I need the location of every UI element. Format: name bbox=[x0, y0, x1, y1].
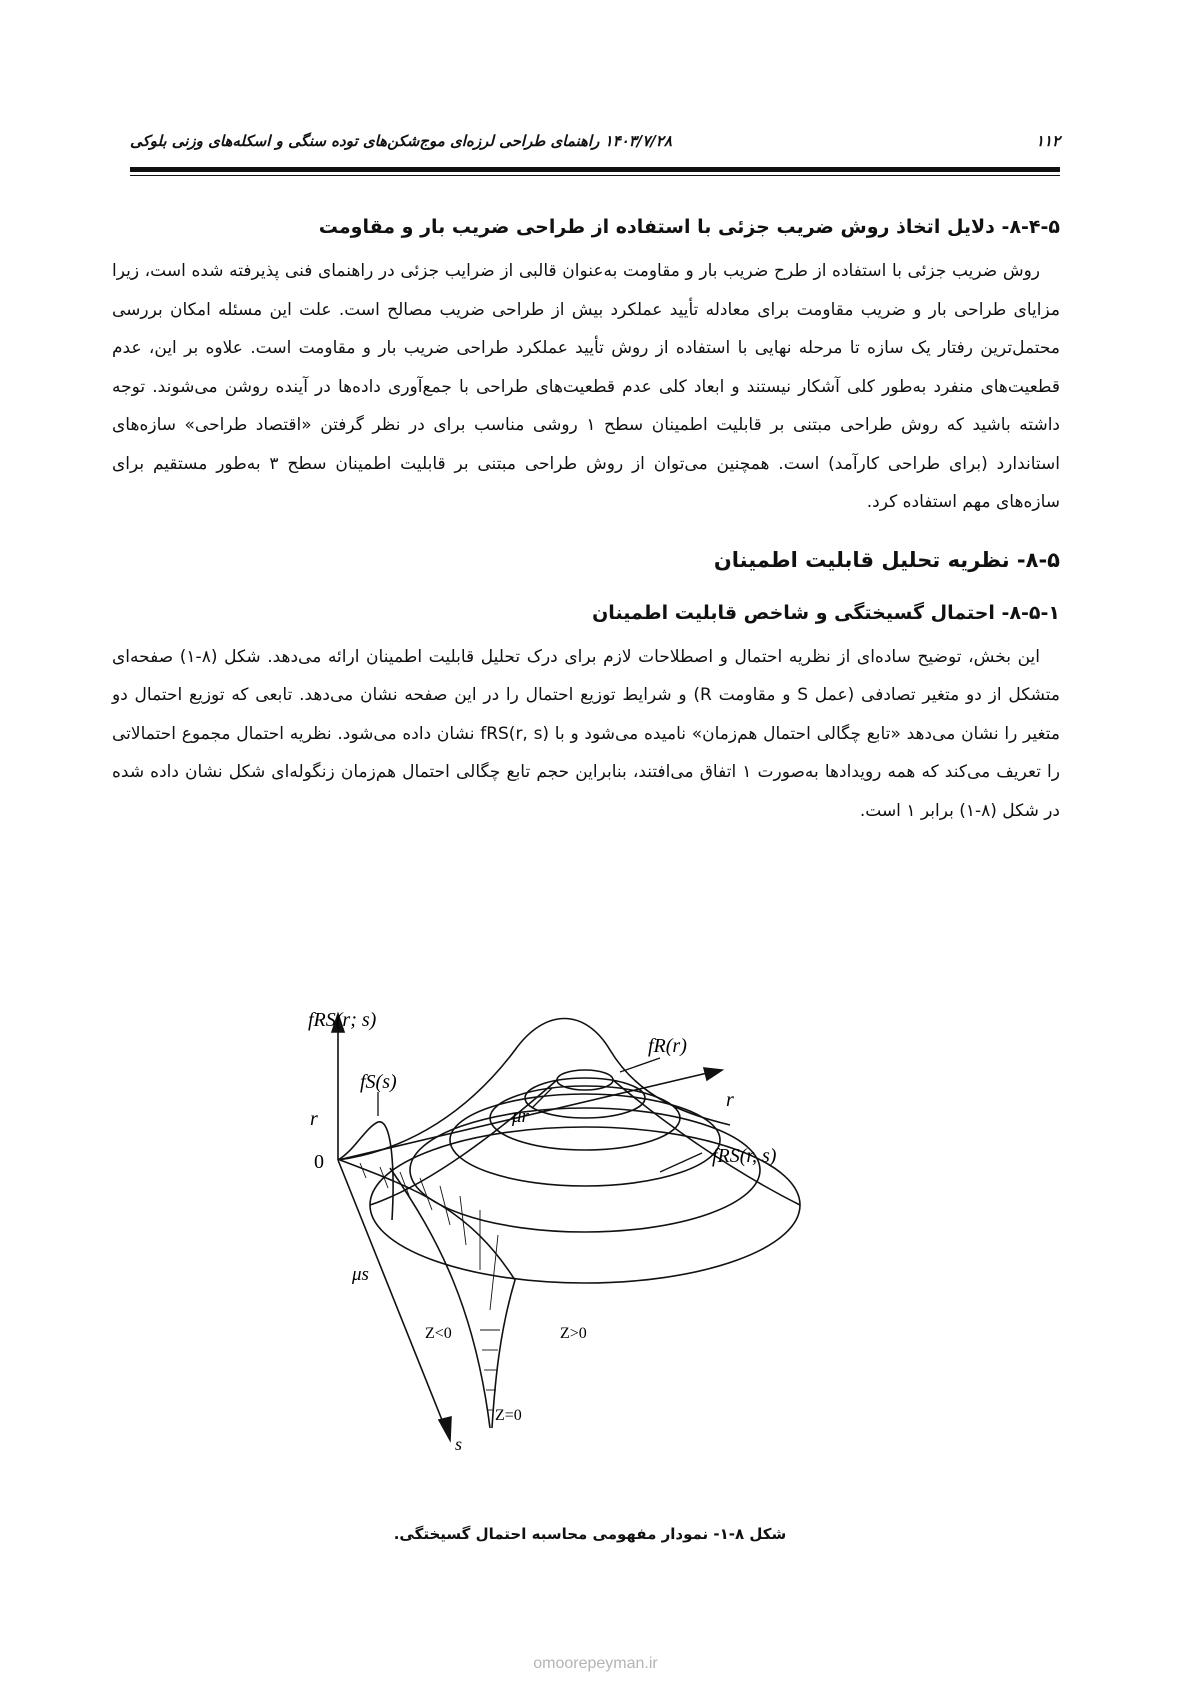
label-mu-r: μr bbox=[512, 1106, 529, 1127]
fs-curve bbox=[338, 1122, 393, 1220]
label-mu-s: μs bbox=[352, 1264, 369, 1285]
section-heading-8-4-5: ۸-۴-۵- دلایل اتخاذ روش ضریب جزئی با استفاده از طراحی ضریب بار و مقاومت bbox=[318, 216, 1060, 238]
section-heading-8-5-1: ۸-۵-۱- احتمال گسیختگی و شاخص قابلیت اطمینان bbox=[592, 601, 1060, 624]
label-r-left: r bbox=[310, 1108, 318, 1130]
section-heading-8-5: ۸-۵- نظریه تحلیل قابلیت اطمینان bbox=[713, 547, 1060, 572]
label-s: s bbox=[455, 1434, 463, 1454]
contour-ring-2 bbox=[525, 1078, 645, 1118]
figure-failure-probability bbox=[300, 1010, 860, 1480]
watermark bbox=[0, 1655, 1191, 1673]
figure-diagram bbox=[300, 1010, 860, 1480]
label-fr: fR(r) bbox=[648, 1035, 687, 1057]
failure-region-outline bbox=[340, 1160, 515, 1428]
label-z-zero: Z=0 bbox=[495, 1407, 522, 1424]
label-zero: 0 bbox=[314, 1151, 324, 1173]
paragraph-8-5-1: این بخش، توضیح ساده‌ای از نظریه احتمال و اصطلاحات لازم برای درک تحلیل قابلیت اطمینان ارائه می‌دهد. شکل (۸-۱) صفحه‌ای متشکل از دو متغیر تصادفی (عمل S و مقاومت R) و شرایط توزیع احتمال را در این صفحه نشان می‌دهد. تابعی که توزیع احتمال دو متغیر را نشان می‌دهد «تابع چگالی احتمال هم‌زمان» نامیده می‌شود و با fRS(r, s) نشان داده می‌شود. نظریه احتمال مجموع احتمالاتی را تعریف می‌کند که همه رویدادها به‌صورت ۱ اتفاق می‌افتند، بنابراین حجم تابع چگالی احتمال هم‌زمان زنگوله‌ای شکل نشان داده شده در شکل (۸-۱) برابر ۱ است. bbox=[112, 646, 1060, 821]
label-frs: fRS(r, s) bbox=[712, 1145, 777, 1167]
label-z-negative: Z<0 bbox=[425, 1325, 452, 1342]
label-fs: fS(s) bbox=[360, 1071, 397, 1093]
page-body bbox=[112, 212, 1060, 830]
r-axis-arrow bbox=[704, 1068, 722, 1080]
label-z-positive: Z>0 bbox=[560, 1325, 587, 1342]
page-number: ۱۱۲ bbox=[1035, 132, 1060, 150]
header-rule-thin bbox=[130, 175, 1060, 176]
watermark-text: omoorepeyman.ir bbox=[533, 1655, 658, 1672]
header-rule-thick bbox=[130, 167, 1060, 172]
page-header bbox=[130, 128, 1060, 158]
header-title: ۱۴۰۳/۷/۲۸ راهنمای طراحی لرزه‌ای موج‌شکن‌های توده سنگی و اسکله‌های وزنی بلوکی bbox=[130, 132, 672, 150]
limit-state-line bbox=[390, 1168, 490, 1428]
paragraph-8-4-5: روش ضریب جزئی با استفاده از طرح ضریب بار و مقاومت به‌عنوان قالبی از ضرایب جزئی در راهنمای فنی پذیرفته شده است، زیرا مزایای طراحی بار و ضریب مقاومت برای معادله تأیید عملکرد بیش از طراحی ضریب مصالح است. علت این مسئله امکان بررسی محتمل‌ترین رفتار یک سازه تا مرحله نهایی با استفاده از روش تأیید عملکرد طراحی ضریب بار و مقاومت است. علاوه بر این، عدم قطعیت‌های منفرد به‌طور کلی آشکار نیستند و ابعاد کلی عدم قطعیت‌های طراحی با جمع‌آوری داده‌ها در آینده روشن می‌شوند. توجه داشته باشید که روش طراحی مبتنی بر قابلیت اطمینان سطح ۱ روشی مناسب برای در نظر گرفتن «اقتصاد طراحی» سازه‌های استاندارد (برای طراحی کارآمد) است. همچنین می‌توان از روش طراحی مبتنی بر قابلیت اطمینان سطح ۳ به‌طور مستقیم برای سازه‌های مهم استفاده کرد. bbox=[112, 261, 1061, 512]
failure-region-hatching bbox=[360, 1163, 500, 1410]
label-frs-axis: fRS(r; s) bbox=[308, 1010, 377, 1031]
frs-leader bbox=[660, 1153, 702, 1172]
label-r-right: r bbox=[726, 1089, 734, 1111]
s-axis-arrow bbox=[439, 1417, 451, 1440]
fr-leader bbox=[620, 1058, 660, 1072]
figure-caption: شکل ۸-۱- نمودار مفهومی محاسبه احتمال گسیختگی. bbox=[393, 1525, 787, 1543]
